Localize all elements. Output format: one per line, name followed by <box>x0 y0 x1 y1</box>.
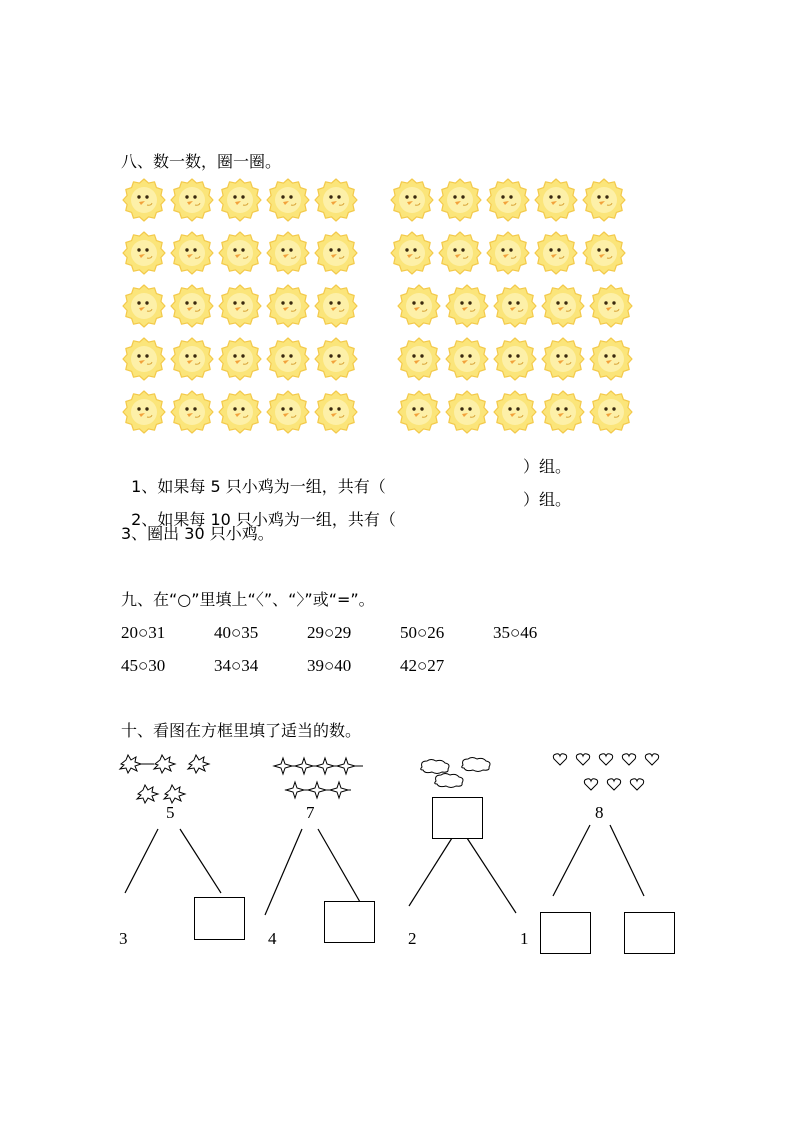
compare-1-1: 20○31 <box>121 623 166 642</box>
compare-2-1: 45○30 <box>121 656 166 675</box>
compare-1-4: 50○26 <box>400 623 445 642</box>
tree-2-answer-box[interactable] <box>324 901 375 943</box>
tree-3-answer-box[interactable] <box>432 797 483 839</box>
question-2-text: 2、如果每 10 只小鸡为一组，共有（ <box>131 510 396 529</box>
tree-4-top: 8 <box>595 803 604 822</box>
tree-1-top: 5 <box>166 803 175 822</box>
compare-2-2: 34○34 <box>214 656 259 675</box>
compare-2-3: 39○40 <box>307 656 352 675</box>
tree-3-right: 1 <box>520 929 529 948</box>
compare-1-3: 29○29 <box>307 623 352 642</box>
tree-3-left: 2 <box>408 929 417 948</box>
compare-2-4: 42○27 <box>400 656 445 675</box>
compare-1-5: 35○46 <box>493 623 538 642</box>
tree-1-answer-box[interactable] <box>194 897 245 940</box>
section-8-title: 八、数一数，圈一圈。 <box>121 152 282 171</box>
question-1-text: 1、如果每 5 只小鸡为一组，共有（ <box>131 477 386 496</box>
tree-2-left: 4 <box>268 929 277 948</box>
question-3: 3、圈出 30 只小鸡。 <box>121 524 274 543</box>
tree-1-left: 3 <box>119 929 128 948</box>
compare-1-2: 40○35 <box>214 623 259 642</box>
tree-4-left-box[interactable] <box>540 912 591 954</box>
tree-4-right-box[interactable] <box>624 912 675 954</box>
question-1-end: ）组。 <box>523 457 572 476</box>
section-10-title: 十、看图在方框里填了适当的数。 <box>121 721 362 740</box>
section-9-title: 九、在“○”里填上“〈”、“〉”或“=”。 <box>121 590 375 609</box>
question-2-end: ）组。 <box>523 490 572 509</box>
tree-2-top: 7 <box>306 803 315 822</box>
